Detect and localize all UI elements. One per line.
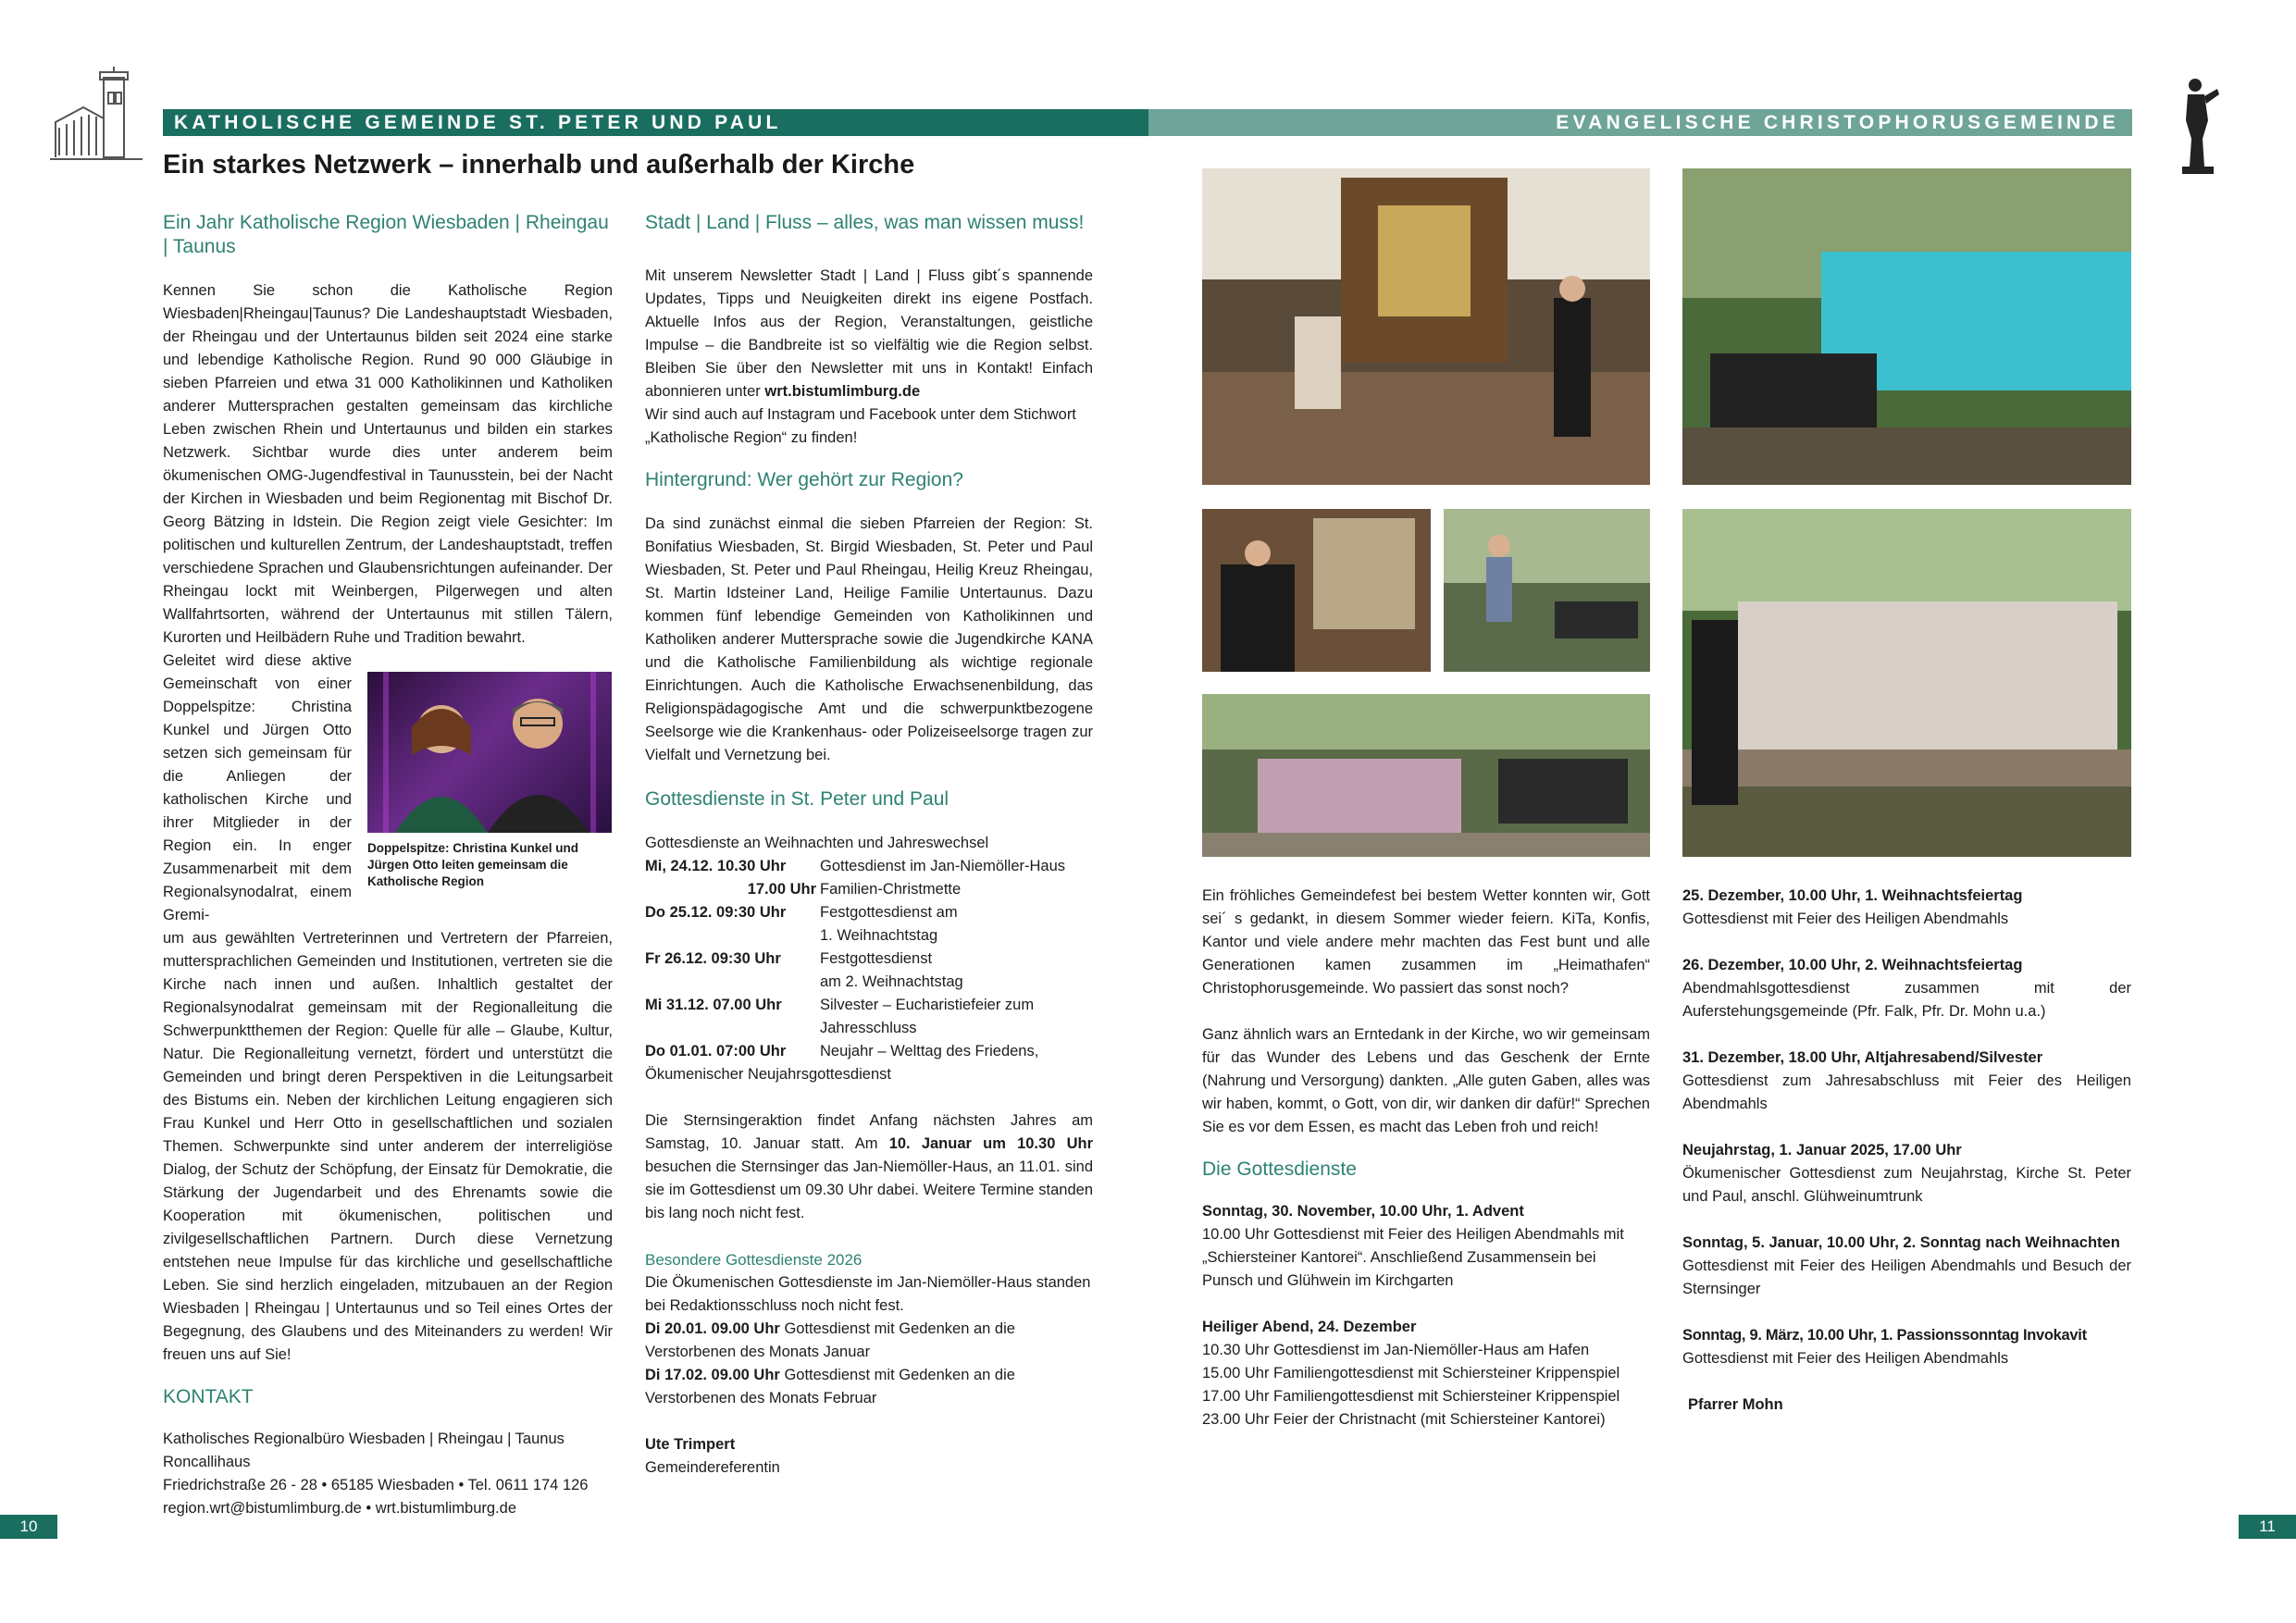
social-paragraph: Wir sind auch auf Instagram und Facebook unter dem Stichwort „Katholische Region“ zu finden!	[645, 406, 1076, 446]
youth-stage-photo	[1682, 509, 2131, 857]
musicians-photo	[1444, 509, 1650, 672]
event-text: Gottesdienst mit Feier des Heiligen Abendmahls	[1682, 911, 2009, 927]
church-tower-logo-icon	[46, 67, 148, 178]
pastor-lectern-photo	[1202, 509, 1431, 672]
event-text: Gottesdienst zum Jahresabschluss mit Feier des Heiligen Abendmahls	[1682, 1072, 2131, 1112]
contact-block	[163, 1428, 613, 1520]
contact-line: Katholisches Regionalbüro Wiesbaden | Rheingau | Taunus	[163, 1431, 565, 1447]
children-choir-photo	[1202, 694, 1650, 857]
signature-name: Ute Trimpert	[645, 1436, 736, 1453]
special-service-2: Di 17.02. 09.00 Uhr Gottesdienst mit Gedenken an die Verstorbenen des Monats Februar	[645, 1367, 1015, 1406]
schedule-text: Festgottesdienst am	[820, 904, 958, 921]
page-number-left: 10	[0, 1515, 57, 1539]
column-3	[1202, 885, 1650, 1431]
col1-heading: Ein Jahr Katholische Region Wiesbaden | Rheingau | Taunus	[163, 212, 609, 257]
photo-caption: Doppelspitze: Christina Kunkel und Jürgen Otto leiten gemeinsam die Katholische Region	[367, 841, 579, 888]
schedule-date: 17.00 Uhr	[747, 881, 816, 898]
left-section-band: KATHOLISCHE GEMEINDE ST. PETER UND PAUL	[163, 109, 1148, 136]
schedule-text: Gottesdienst im Jan-Niemöller-Haus	[820, 858, 1066, 874]
list-item: 23.00 Uhr Feier der Christnacht (mit Schiersteiner Kantorei)	[1202, 1411, 1606, 1428]
schedule-date: Do 01.01. 07:00 Uhr	[645, 1043, 787, 1059]
contact-line: Roncallihaus	[163, 1454, 251, 1470]
schedule-text: Familien-Christmette	[820, 881, 962, 898]
schedule-text: Silvester – Eucharistiefeier zum	[820, 997, 1035, 1013]
event-title: Sonntag, 30. November, 10.00 Uhr, 1. Advent	[1202, 1203, 1524, 1220]
event-title: 31. Dezember, 18.00 Uhr, Altjahresabend/Silvester	[1682, 1049, 2043, 1066]
col1-paragraph-2-narrow: Geleitet wird diese aktive Gemeinschaft von einer Doppelspitze: Christina Kunkel und Jürgen Otto setzen sich gemeinsam für die Anliegen der katholischen Kirche und ihrer Mitglieder in der Region ein. In enger Zusammenarbeit mit dem Regionalsynodalrat, einem Gremi-	[163, 652, 352, 923]
schedule-text: am 2. Weihnachtstag	[820, 973, 963, 990]
signature-name: Pfarrer Mohn	[1688, 1396, 1783, 1413]
schedule-date	[645, 971, 816, 994]
event-text: Abendmahlsgottesdienst zusammen mit der Auferstehungsgemeinde (Pfr. Falk, Pfr. Dr. Mohn u.a.)	[1682, 980, 2131, 1020]
event-title: Neujahrstag, 1. Januar 2025, 17.00 Uhr	[1682, 1142, 1962, 1158]
schedule-text: Jahresschluss	[820, 1020, 917, 1036]
event-title: Sonntag, 9. März, 10.00 Uhr, 1. Passionssonntag Invokavit	[1682, 1327, 2087, 1344]
services-heading: Gottesdienste in St. Peter und Paul	[645, 788, 949, 810]
choir-outdoor-photo	[1682, 168, 2131, 485]
schedule-text: Neujahr – Welttag des Friedens,	[820, 1043, 1039, 1059]
event-text: Ökumenischer Gottesdienst zum Neujahrstag, Kirche St. Peter und Paul, anschl. Glühweinumtrunk	[1682, 1165, 2131, 1205]
schedule-date: Do 25.12. 09:30 Uhr	[645, 904, 787, 921]
event-title: 25. Dezember, 10.00 Uhr, 1. Weihnachtsfeiertag	[1682, 887, 2023, 904]
column-4	[1682, 885, 2131, 1417]
schedule-text: Festgottesdienst	[820, 950, 933, 967]
special-service-1: Di 20.01. 09.00 Uhr Gottesdienst mit Gedenken an die Verstorbenen des Monats Januar	[645, 1320, 1015, 1360]
list-item: 15.00 Uhr Familiengottesdienst mit Schiersteiner Krippenspiel	[1202, 1365, 1620, 1381]
contact-line: Friedrichstraße 26 - 28 • 65185 Wiesbaden • Tel. 0611 174 126	[163, 1477, 589, 1493]
schedule-date: Mi, 24.12. 10.30 Uhr	[645, 858, 787, 874]
event-text: 10.00 Uhr Gottesdienst mit Feier des Heiligen Abendmahls mit „Schiersteiner Kantorei“. Anschließend Zusammensein bei Punsch und Glühwein im Kirchgarten	[1202, 1226, 1624, 1289]
services-tail: Ökumenischer Neujahrsgottesdienst	[645, 1066, 891, 1083]
event-title: Sonntag, 5. Januar, 10.00 Uhr, 2. Sonntag nach Weihnachten	[1682, 1234, 2120, 1251]
newsletter-link[interactable]: wrt.bistumlimburg.de	[764, 383, 921, 400]
schedule-date: Mi 31.12. 07.00 Uhr	[645, 997, 782, 1013]
schedule-date	[645, 1017, 816, 1040]
gottesdienste-heading: Die Gottesdienste	[1202, 1158, 1357, 1180]
sternsinger-paragraph: Die Sternsingeraktion findet Anfang nächsten Jahres am Samstag, 10. Januar statt. Am 10. Januar um 10.30 Uhr besuchen die Sternsinger das Jan-Niemöller-Haus, an 11.01. sind sie im Gottesdienst um 09.30 Uhr dabei. Weitere Termine standen bis lang noch nicht fest.	[645, 1112, 1093, 1221]
event-text: Gottesdienst mit Feier des Heiligen Abendmahls und Besuch der Sternsinger	[1682, 1258, 2131, 1297]
event-title: Heiliger Abend, 24. Dezember	[1202, 1319, 1417, 1335]
services-schedule	[645, 855, 1093, 1063]
christophorus-statue-logo-icon	[2177, 74, 2225, 176]
erntedank-paragraph: Ganz ähnlich wars an Erntedank in der Kirche, wo wir gemeinsam für das Wunder des Lebens und das Geschenk der Ernte (Nahrung und Versorgung) dankten. „Alle guten Gaben, alles was wir haben, kommt, o Gott, von dir, wir danken dir dafür!“ Sprechen Sie es vor dem Essen, es macht das Leben froh und reich!	[1202, 1026, 1650, 1135]
newsletter-paragraph: Mit unserem Newsletter Stadt | Land | Fluss gibt´s spannende Updates, Tipps und Neuigkeiten direkt ins eigene Postfach. Aktuelle Infos aus der Region, Veranstaltungen, geistliche Impulse – die Bandbreite ist so vielfältig wie die Region selbst. Bleiben Sie über den Newsletter mit uns in Kontakt! Einfach abonnieren unter wrt.bistumlimburg.de	[645, 267, 1093, 400]
church-altar-photo	[1202, 168, 1650, 485]
event-text: Gottesdienst mit Feier des Heiligen Abendmahls	[1682, 1350, 2009, 1367]
schedule-text: 1. Weihnachtstag	[820, 927, 938, 944]
col1-paragraph-2-rest: um aus gewählten Vertreterinnen und Vertretern der Pfarreien, muttersprachlichen Gemeinden und Institutionen, vertreten sie die Kirche nach innen und außen. Inhaltlich gestaltet der Regionalsynodalrat gemeinsam mit der Regionalleitung die Schwerpunktthemen der Region: Quelle für alle – Glaube, Kultur, Natur. Die Regionalleitung vernetzt, fördert und unterstützt die Gemeinden und bringt deren Perspektiven in die Leitungsarbeit des Bistums ein. Neben der kirchlichen Leitung engagieren sich Frau Kunkel und Herr Otto in gesellschaftlichen und sozialen Themen. Schwerpunkte sind unter anderem der interreligiöse Dialog, der Schutz der Schöpfung, der Einsatz für Demokratie, die Stärkung der Jugendarbeit und des Ehrenamts sowie die Kooperation mit ökumenischen, politischen und zivilgesellschaftlichen Partnern. Durch diese Vernetzung entstehen neue Impulse für das kirchliche und gesellschaftliche Leben. Sie sind herzlich eingeladen, mitzubauen an der Region Wiesbaden | Rheingau | Untertaunus und so Teil eines Ortes der Begegnung, des Glaubens und des Miteinanders zu werden! Wir freuen uns auf Sie!	[163, 930, 613, 1363]
col1-paragraph-1: Kennen Sie schon die Katholische Region Wiesbaden|Rheingau|Taunus? Die Landeshauptstadt Wiesbaden, der Rheingau und der Untertaunus bilden seit 2024 eine starke und lebendige Katholische Region. Rund 90 000 Gläubige in sieben Pfarreien und etwa 31 000 Katholikinnen und Katholiken anderer Muttersprachen gestalten gemeinsam das kirchliche Leben zwischen Rhein und Untertaunus und bilden ein starkes Netzwerk. Sichtbar wurde dies unter anderem beim ökumenischen OMG-Jugendfestival in Taunusstein, bei der Nacht der Kirchen in Wiesbaden und beim Regionentag mit Bischof Dr. Georg Bätzing in Idstein. Die Region zeigt viele Gesichter: Im politischen und kulturellen Zentrum, der Landeshauptstadt, treffen verschiedene Sprachen und Glaubensrichtungen aufeinander. Der Rheingau lockt mit Weinbergen, Pilgerwegen und alten Wallfahrtsorten, während der Untertaunus mit stillen Tälern, Kurorten und Heilbädern Ruhe und Tradition bewahrt.	[163, 282, 613, 646]
page-headline: Ein starkes Netzwerk – innerhalb und außerhalb der Kirche	[163, 150, 915, 180]
schedule-date: Fr 26.12. 09:30 Uhr	[645, 950, 781, 967]
right-section-band: EVANGELISCHE CHRISTOPHORUSGEMEINDE	[1148, 109, 2132, 136]
christmas-eve-list	[1202, 1339, 1650, 1431]
gemeindefest-paragraph: Ein fröhliches Gemeindefest bei bestem Wetter konnten wir, Gott sei´ s gedankt, in diesem Sommer wieder feiern. KiTa, Konfis, Kantor und viele andere mehr machten das Fest bunt und alle Generationen kamen zusammen im „Heimathafen“ Christophorusgemeinde. Wo passiert das sonst noch?	[1202, 887, 1650, 997]
event-title: 26. Dezember, 10.00 Uhr, 2. Weihnachtsfeiertag	[1682, 957, 2023, 973]
column-2	[645, 211, 1093, 1480]
schedule-date	[645, 924, 816, 948]
doppelspitze-photo	[367, 672, 612, 833]
signature-role: Gemeindereferentin	[645, 1459, 780, 1476]
contact-email-link[interactable]: region.wrt@bistumlimburg.de • wrt.bistumlimburg.de	[163, 1500, 516, 1517]
special-services-heading: Besondere Gottesdienste 2026	[645, 1251, 863, 1269]
region-heading: Hintergrund: Wer gehört zur Region?	[645, 469, 963, 490]
region-paragraph: Da sind zunächst einmal die sieben Pfarreien der Region: St. Bonifatius Wiesbaden, St. Birgid Wiesbaden, St. Peter und Paul Wiesbaden, St. Peter und Paul Rheingau, Heilig Kreuz Rheingau, St. Martin Idsteiner Land, Heilige Familie Untertaunus. Dazu kommen fünf lebendige Gemeinden von Katholikinnen und Katholiken anderer Muttersprache sowie die Jugendkirche KANA und die Katholische Familienbildung als wichtige regionale Einrichtungen. Auch die Katholische Erwachsenenbildung, das Religionspädagogische Amt und die schwerpunktbezogene Seelsorge wie die Krankenhaus- oder Polizeiseelsorge tragen zur Vielfalt und Vernetzung bei.	[645, 515, 1093, 763]
special-intro: Die Ökumenischen Gottesdienste im Jan-Niemöller-Haus standen bei Redaktionsschluss noch nicht fest.	[645, 1274, 1091, 1314]
list-item: 10.30 Uhr Gottesdienst im Jan-Niemöller-Haus am Hafen	[1202, 1342, 1590, 1358]
list-item: 17.00 Uhr Familiengottesdienst mit Schiersteiner Krippenspiel	[1202, 1388, 1620, 1405]
services-intro: Gottesdienste an Weihnachten und Jahreswechsel	[645, 835, 989, 851]
contact-heading: KONTAKT	[163, 1386, 254, 1407]
page-number-right: 11	[2239, 1515, 2296, 1539]
newsletter-heading: Stadt | Land | Fluss – alles, was man wissen muss!	[645, 212, 1085, 233]
